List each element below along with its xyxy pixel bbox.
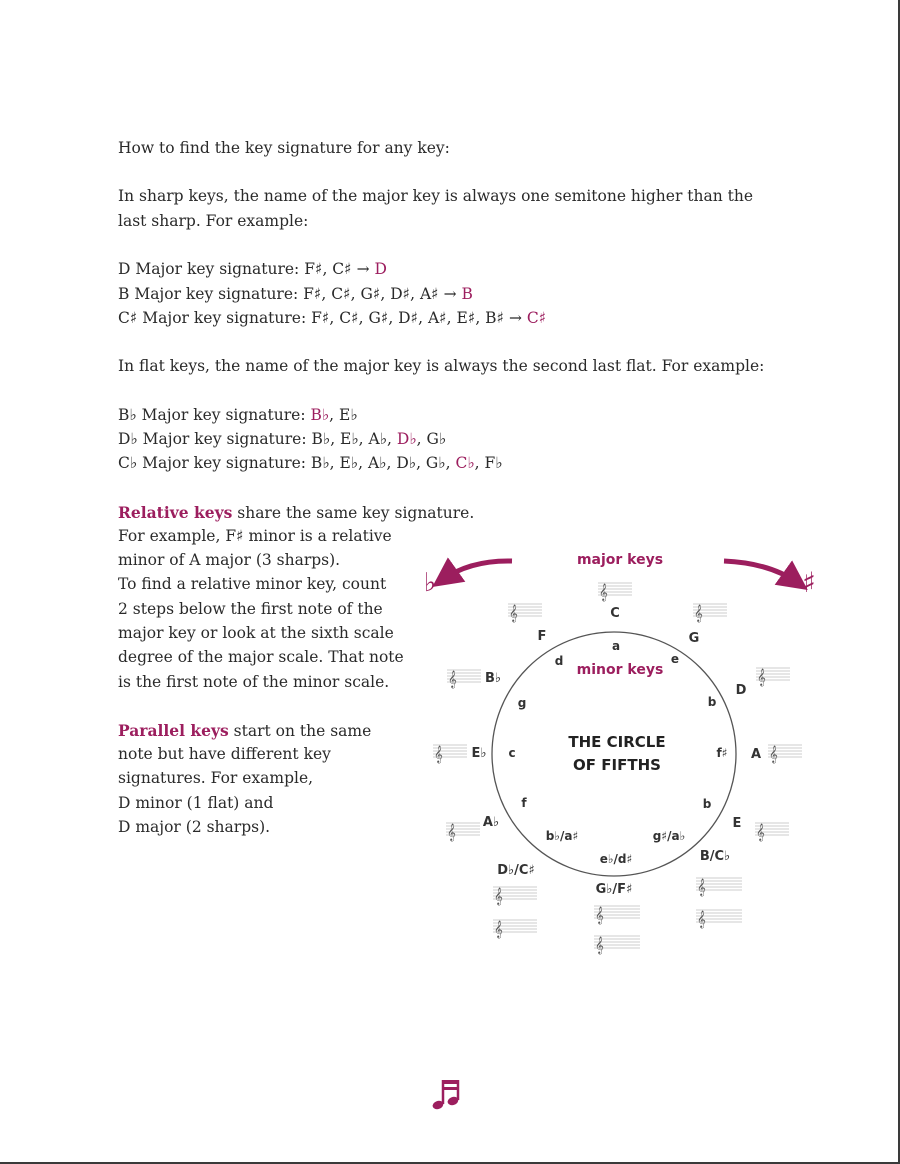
example-text: B♭ Major key signature: bbox=[118, 406, 311, 424]
paragraph-line: D major (2 sharps). bbox=[118, 818, 271, 836]
intro-text: How to find the key signature for any key: bbox=[118, 139, 450, 157]
circle-title: OF FIFTHS bbox=[573, 756, 661, 774]
svg-text:𝄞: 𝄞 bbox=[595, 936, 604, 954]
svg-text:𝄞: 𝄞 bbox=[509, 604, 518, 622]
staff-icon bbox=[696, 878, 742, 896]
svg-text:𝄞: 𝄞 bbox=[756, 823, 765, 841]
staff-icon bbox=[433, 745, 467, 763]
svg-text:𝄞: 𝄞 bbox=[434, 745, 443, 763]
paragraph-line: For example, F♯ minor is a relative bbox=[118, 527, 392, 545]
staff-icon bbox=[508, 604, 542, 622]
minor-key-label: a bbox=[611, 639, 621, 653]
minor-key-label: f♯ bbox=[716, 746, 728, 760]
svg-text:𝄞: 𝄞 bbox=[757, 668, 766, 686]
major-key-label: B♭ bbox=[484, 671, 502, 686]
major-key-label: C bbox=[610, 606, 620, 621]
sharp-symbol: ♯ bbox=[802, 566, 816, 599]
major-key-label: E♭ bbox=[471, 746, 487, 761]
svg-text:𝄞: 𝄞 bbox=[769, 745, 778, 763]
svg-text:𝄞: 𝄞 bbox=[448, 670, 457, 688]
minor-key-label: f bbox=[521, 796, 527, 810]
minor-key-label: g bbox=[517, 696, 527, 710]
minor-keys-label: minor keys bbox=[576, 662, 664, 678]
staff-icon bbox=[594, 936, 640, 954]
svg-text:𝄞: 𝄞 bbox=[494, 920, 503, 938]
major-key-label: A♭ bbox=[482, 815, 500, 830]
example-key: B♭ bbox=[310, 406, 330, 424]
minor-key-label: g♯/a♭ bbox=[652, 829, 686, 843]
flat-rule: In flat keys, the name of the major key is always the second last flat. For example: bbox=[118, 357, 765, 375]
parallel-keys-term: Parallel keys bbox=[118, 721, 229, 740]
sharp-direction-arrow bbox=[724, 561, 798, 583]
flat-direction-arrow bbox=[442, 561, 512, 580]
major-key-label: G bbox=[688, 631, 700, 646]
major-key-label: A bbox=[750, 747, 762, 762]
staff-icon bbox=[594, 906, 640, 924]
paragraph-line: signatures. For example, bbox=[118, 769, 314, 787]
staff-icon bbox=[755, 823, 789, 841]
svg-text:𝄞: 𝄞 bbox=[595, 906, 604, 924]
svg-text:𝄞: 𝄞 bbox=[447, 823, 456, 841]
paragraph-line: note but have different key bbox=[118, 745, 331, 763]
major-key-label: B/C♭ bbox=[699, 849, 731, 864]
paragraph-text: start on the same bbox=[228, 722, 372, 740]
paragraph-text: share the same key signature. bbox=[232, 504, 475, 522]
example-text: D Major key signature: F♯, C♯ → bbox=[118, 260, 375, 278]
staff-icon bbox=[768, 745, 802, 763]
example-key: B bbox=[461, 285, 473, 303]
sharp-rule-line: last sharp. For example: bbox=[118, 212, 309, 230]
staff-icon bbox=[446, 823, 480, 841]
staff-icon bbox=[493, 920, 537, 938]
svg-text:𝄞: 𝄞 bbox=[494, 887, 503, 905]
paragraph-line: is the first note of the minor scale. bbox=[118, 673, 390, 691]
paragraph-line: major key or look at the sixth scale bbox=[118, 624, 394, 642]
sharp-rule-line: In sharp keys, the name of the major key is always one semitone higher than the bbox=[118, 187, 754, 205]
circle-title: THE CIRCLE bbox=[568, 733, 666, 751]
paragraph-line: D minor (1 flat) and bbox=[118, 794, 274, 812]
staff-icon bbox=[756, 668, 790, 686]
example-text: C♭ Major key signature: B♭, E♭, A♭, D♭, G♭, bbox=[118, 454, 456, 472]
example-key: C♭ bbox=[455, 454, 475, 472]
minor-key-label: c bbox=[508, 746, 516, 760]
staff-icon bbox=[493, 887, 537, 905]
svg-text:𝄞: 𝄞 bbox=[697, 878, 706, 896]
example-text: , F♭ bbox=[474, 454, 503, 472]
example-text: B Major key signature: F♯, C♯, G♯, D♯, A♯ → bbox=[118, 285, 462, 303]
minor-key-label: b♭/a♯ bbox=[545, 829, 579, 843]
paragraph-line: degree of the major scale. That note bbox=[118, 648, 404, 666]
relative-keys-term: Relative keys bbox=[118, 503, 233, 522]
example-text: , G♭ bbox=[416, 430, 447, 448]
example-key: D♭ bbox=[396, 430, 417, 448]
minor-key-label: b bbox=[707, 695, 717, 709]
music-note-icon bbox=[431, 1080, 459, 1111]
staff-icon bbox=[447, 670, 481, 688]
minor-key-label: b bbox=[702, 797, 712, 811]
paragraph-line: 2 steps below the first note of the bbox=[118, 600, 383, 618]
major-key-label: E bbox=[732, 816, 742, 831]
paragraph-line: minor of A major (3 sharps). bbox=[118, 551, 341, 569]
minor-key-label: d bbox=[554, 654, 564, 668]
example-text: C♯ Major key signature: F♯, C♯, G♯, D♯, A♯, E♯, B♯ → bbox=[118, 309, 527, 327]
major-key-label: D bbox=[735, 683, 747, 698]
staff-icon bbox=[693, 604, 727, 622]
major-key-label: G♭/F♯ bbox=[595, 882, 633, 897]
flat-symbol: ♭ bbox=[423, 568, 437, 598]
staff-icon bbox=[598, 583, 632, 601]
major-key-label: F bbox=[537, 629, 547, 644]
staff-icon bbox=[696, 910, 742, 928]
example-text: D♭ Major key signature: B♭, E♭, A♭, bbox=[118, 430, 397, 448]
major-keys-label: major keys bbox=[576, 552, 664, 568]
svg-text:𝄞: 𝄞 bbox=[694, 604, 703, 622]
svg-text:𝄞: 𝄞 bbox=[697, 910, 706, 928]
paragraph-line: To find a relative minor key, count bbox=[118, 575, 387, 593]
minor-key-label: e♭/d♯ bbox=[599, 852, 633, 866]
svg-text:𝄞: 𝄞 bbox=[599, 583, 608, 601]
example-key: D bbox=[374, 260, 387, 278]
minor-key-label: e bbox=[670, 652, 680, 666]
major-key-label: D♭/C♯ bbox=[497, 863, 535, 878]
example-text: , E♭ bbox=[329, 406, 358, 424]
example-key: C♯ bbox=[526, 309, 547, 327]
